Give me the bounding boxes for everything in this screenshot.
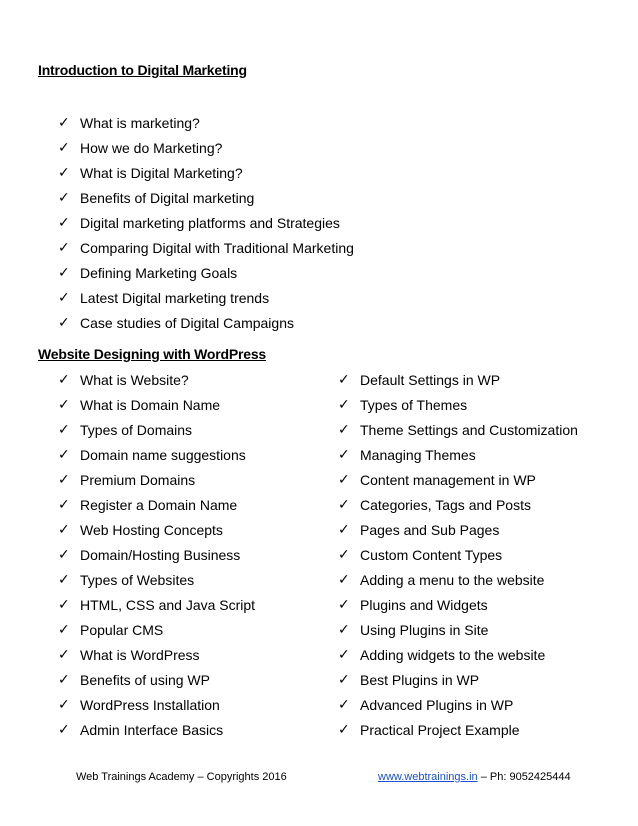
wordpress-item-label: Theme Settings and Customization — [360, 422, 578, 438]
checkmark-icon: ✓ — [58, 622, 70, 638]
list-item — [338, 643, 578, 668]
checkmark-icon: ✓ — [58, 372, 70, 388]
wordpress-item-label: Types of Domains — [80, 422, 193, 438]
wordpress-item-label: Practical Project Example — [360, 722, 520, 738]
checkmark-icon: ✓ — [58, 265, 70, 281]
wordpress-item-label: Admin Interface Basics — [80, 722, 224, 738]
list-item — [58, 311, 354, 336]
checkmark-icon: ✓ — [338, 372, 350, 388]
marketing-item-label: What is marketing? — [80, 115, 200, 131]
list-item — [338, 393, 578, 418]
marketing-item-label: What is Digital Marketing? — [80, 165, 243, 181]
list-item — [338, 443, 578, 468]
wordpress-item-label: Web Hosting Concepts — [80, 522, 223, 538]
checkmark-icon: ✓ — [58, 215, 70, 231]
list-item — [58, 718, 255, 743]
checkmark-icon: ✓ — [338, 647, 350, 663]
list-item — [58, 618, 255, 643]
checkmark-icon: ✓ — [338, 622, 350, 638]
list-item — [58, 286, 354, 311]
list-item — [58, 668, 255, 693]
list-item — [58, 393, 255, 418]
list-item — [58, 161, 354, 186]
checkmark-icon: ✓ — [338, 597, 350, 613]
checkmark-icon: ✓ — [58, 115, 70, 131]
list-item — [58, 261, 354, 286]
marketing-item-label: Comparing Digital with Traditional Marketing — [80, 240, 354, 256]
checkmark-icon: ✓ — [338, 447, 350, 463]
wordpress-item-label: Register a Domain Name — [80, 497, 238, 513]
list-item — [338, 543, 578, 568]
list-item — [338, 618, 578, 643]
checkmark-icon: ✓ — [338, 672, 350, 688]
list-item — [58, 236, 354, 261]
list-item — [58, 693, 255, 718]
wordpress-item-label: What is Domain Name — [80, 397, 221, 413]
wordpress-item-label: Pages and Sub Pages — [360, 522, 500, 538]
list-item — [58, 468, 255, 493]
wordpress-item-label: Domain/Hosting Business — [80, 547, 241, 563]
checkmark-icon: ✓ — [58, 647, 70, 663]
marketing-item-label: How we do Marketing? — [80, 140, 223, 156]
wordpress-item-label: What is Website? — [80, 372, 189, 388]
list-item — [338, 468, 578, 493]
footer-copyright: Web Trainings Academy – Copyrights 2016 — [76, 771, 287, 783]
list-item — [58, 543, 255, 568]
checkmark-icon: ✓ — [338, 547, 350, 563]
footer-contact — [378, 771, 571, 783]
checkmark-icon: ✓ — [58, 190, 70, 206]
list-item — [338, 493, 578, 518]
list-item — [58, 136, 354, 161]
wordpress-item-label: WordPress Installation — [80, 697, 220, 713]
checkmark-icon: ✓ — [58, 397, 70, 413]
checkmark-icon: ✓ — [58, 140, 70, 156]
wordpress-item-label: Default Settings in WP — [360, 372, 501, 388]
wordpress-item-label: Using Plugins in Site — [360, 622, 489, 638]
checkmark-icon: ✓ — [58, 240, 70, 256]
list-item — [338, 668, 578, 693]
checkmark-icon: ✓ — [58, 165, 70, 181]
checkmark-icon: ✓ — [338, 497, 350, 513]
marketing-item-label: Latest Digital marketing trends — [80, 290, 270, 306]
list-item — [58, 368, 255, 393]
checkmark-icon: ✓ — [58, 315, 70, 331]
section-title-wordpress: Website Designing with WordPress — [38, 346, 267, 362]
footer-phone: – Ph: 9052425444 — [477, 771, 571, 783]
checkmark-icon: ✓ — [338, 472, 350, 488]
list-item — [338, 568, 578, 593]
digital-marketing-list — [58, 111, 354, 336]
checkmark-icon: ✓ — [58, 547, 70, 563]
list-item — [338, 718, 578, 743]
checkmark-icon: ✓ — [338, 572, 350, 588]
checkmark-icon: ✓ — [58, 497, 70, 513]
wordpress-list-right — [338, 368, 578, 743]
checkmark-icon: ✓ — [58, 597, 70, 613]
checkmark-icon: ✓ — [58, 522, 70, 538]
wordpress-item-label: Types of Themes — [360, 397, 468, 413]
wordpress-item-label: Benefits of using WP — [80, 672, 210, 688]
wordpress-item-label: Custom Content Types — [360, 547, 503, 563]
wordpress-item-label: Advanced Plugins in WP — [360, 697, 514, 713]
wordpress-item-label: Domain name suggestions — [80, 447, 246, 463]
list-item — [338, 418, 578, 443]
checkmark-icon: ✓ — [58, 447, 70, 463]
checkmark-icon: ✓ — [338, 697, 350, 713]
checkmark-icon: ✓ — [58, 290, 70, 306]
list-item — [58, 211, 354, 236]
checkmark-icon: ✓ — [58, 722, 70, 738]
checkmark-icon: ✓ — [338, 522, 350, 538]
marketing-item-label: Benefits of Digital marketing — [80, 190, 255, 206]
checkmark-icon: ✓ — [58, 472, 70, 488]
wordpress-item-label: Premium Domains — [80, 472, 196, 488]
list-item — [58, 593, 255, 618]
wordpress-item-label: Categories, Tags and Posts — [360, 497, 531, 513]
wordpress-item-label: Plugins and Widgets — [360, 597, 488, 613]
marketing-item-label: Case studies of Digital Campaigns — [80, 315, 294, 331]
list-item — [58, 518, 255, 543]
wordpress-item-label: Adding a menu to the website — [360, 572, 545, 588]
list-item — [58, 643, 255, 668]
list-item — [338, 518, 578, 543]
website-link[interactable]: www.webtrainings.in — [378, 771, 478, 783]
list-item — [338, 693, 578, 718]
list-item — [58, 418, 255, 443]
marketing-item-label: Defining Marketing Goals — [80, 265, 238, 281]
wordpress-item-label: Managing Themes — [360, 447, 476, 463]
wordpress-list-left — [58, 368, 255, 743]
list-item — [58, 443, 255, 468]
checkmark-icon: ✓ — [58, 672, 70, 688]
checkmark-icon: ✓ — [338, 722, 350, 738]
checkmark-icon: ✓ — [58, 422, 70, 438]
list-item — [338, 593, 578, 618]
checkmark-icon: ✓ — [58, 572, 70, 588]
wordpress-item-label: Adding widgets to the website — [360, 647, 546, 663]
list-item — [338, 368, 578, 393]
marketing-item-label: Digital marketing platforms and Strategies — [80, 215, 340, 231]
list-item — [58, 568, 255, 593]
section-title-digital-marketing: Introduction to Digital Marketing — [38, 62, 247, 78]
list-item — [58, 111, 354, 136]
wordpress-item-label: What is WordPress — [80, 647, 200, 663]
checkmark-icon: ✓ — [338, 397, 350, 413]
list-item — [58, 186, 354, 211]
checkmark-icon: ✓ — [338, 422, 350, 438]
wordpress-item-label: HTML, CSS and Java Script — [80, 597, 256, 613]
wordpress-item-label: Content management in WP — [360, 472, 536, 488]
checkmark-icon: ✓ — [58, 697, 70, 713]
wordpress-item-label: Types of Websites — [80, 572, 195, 588]
list-item — [58, 493, 255, 518]
wordpress-item-label: Popular CMS — [80, 622, 164, 638]
wordpress-item-label: Best Plugins in WP — [360, 672, 480, 688]
